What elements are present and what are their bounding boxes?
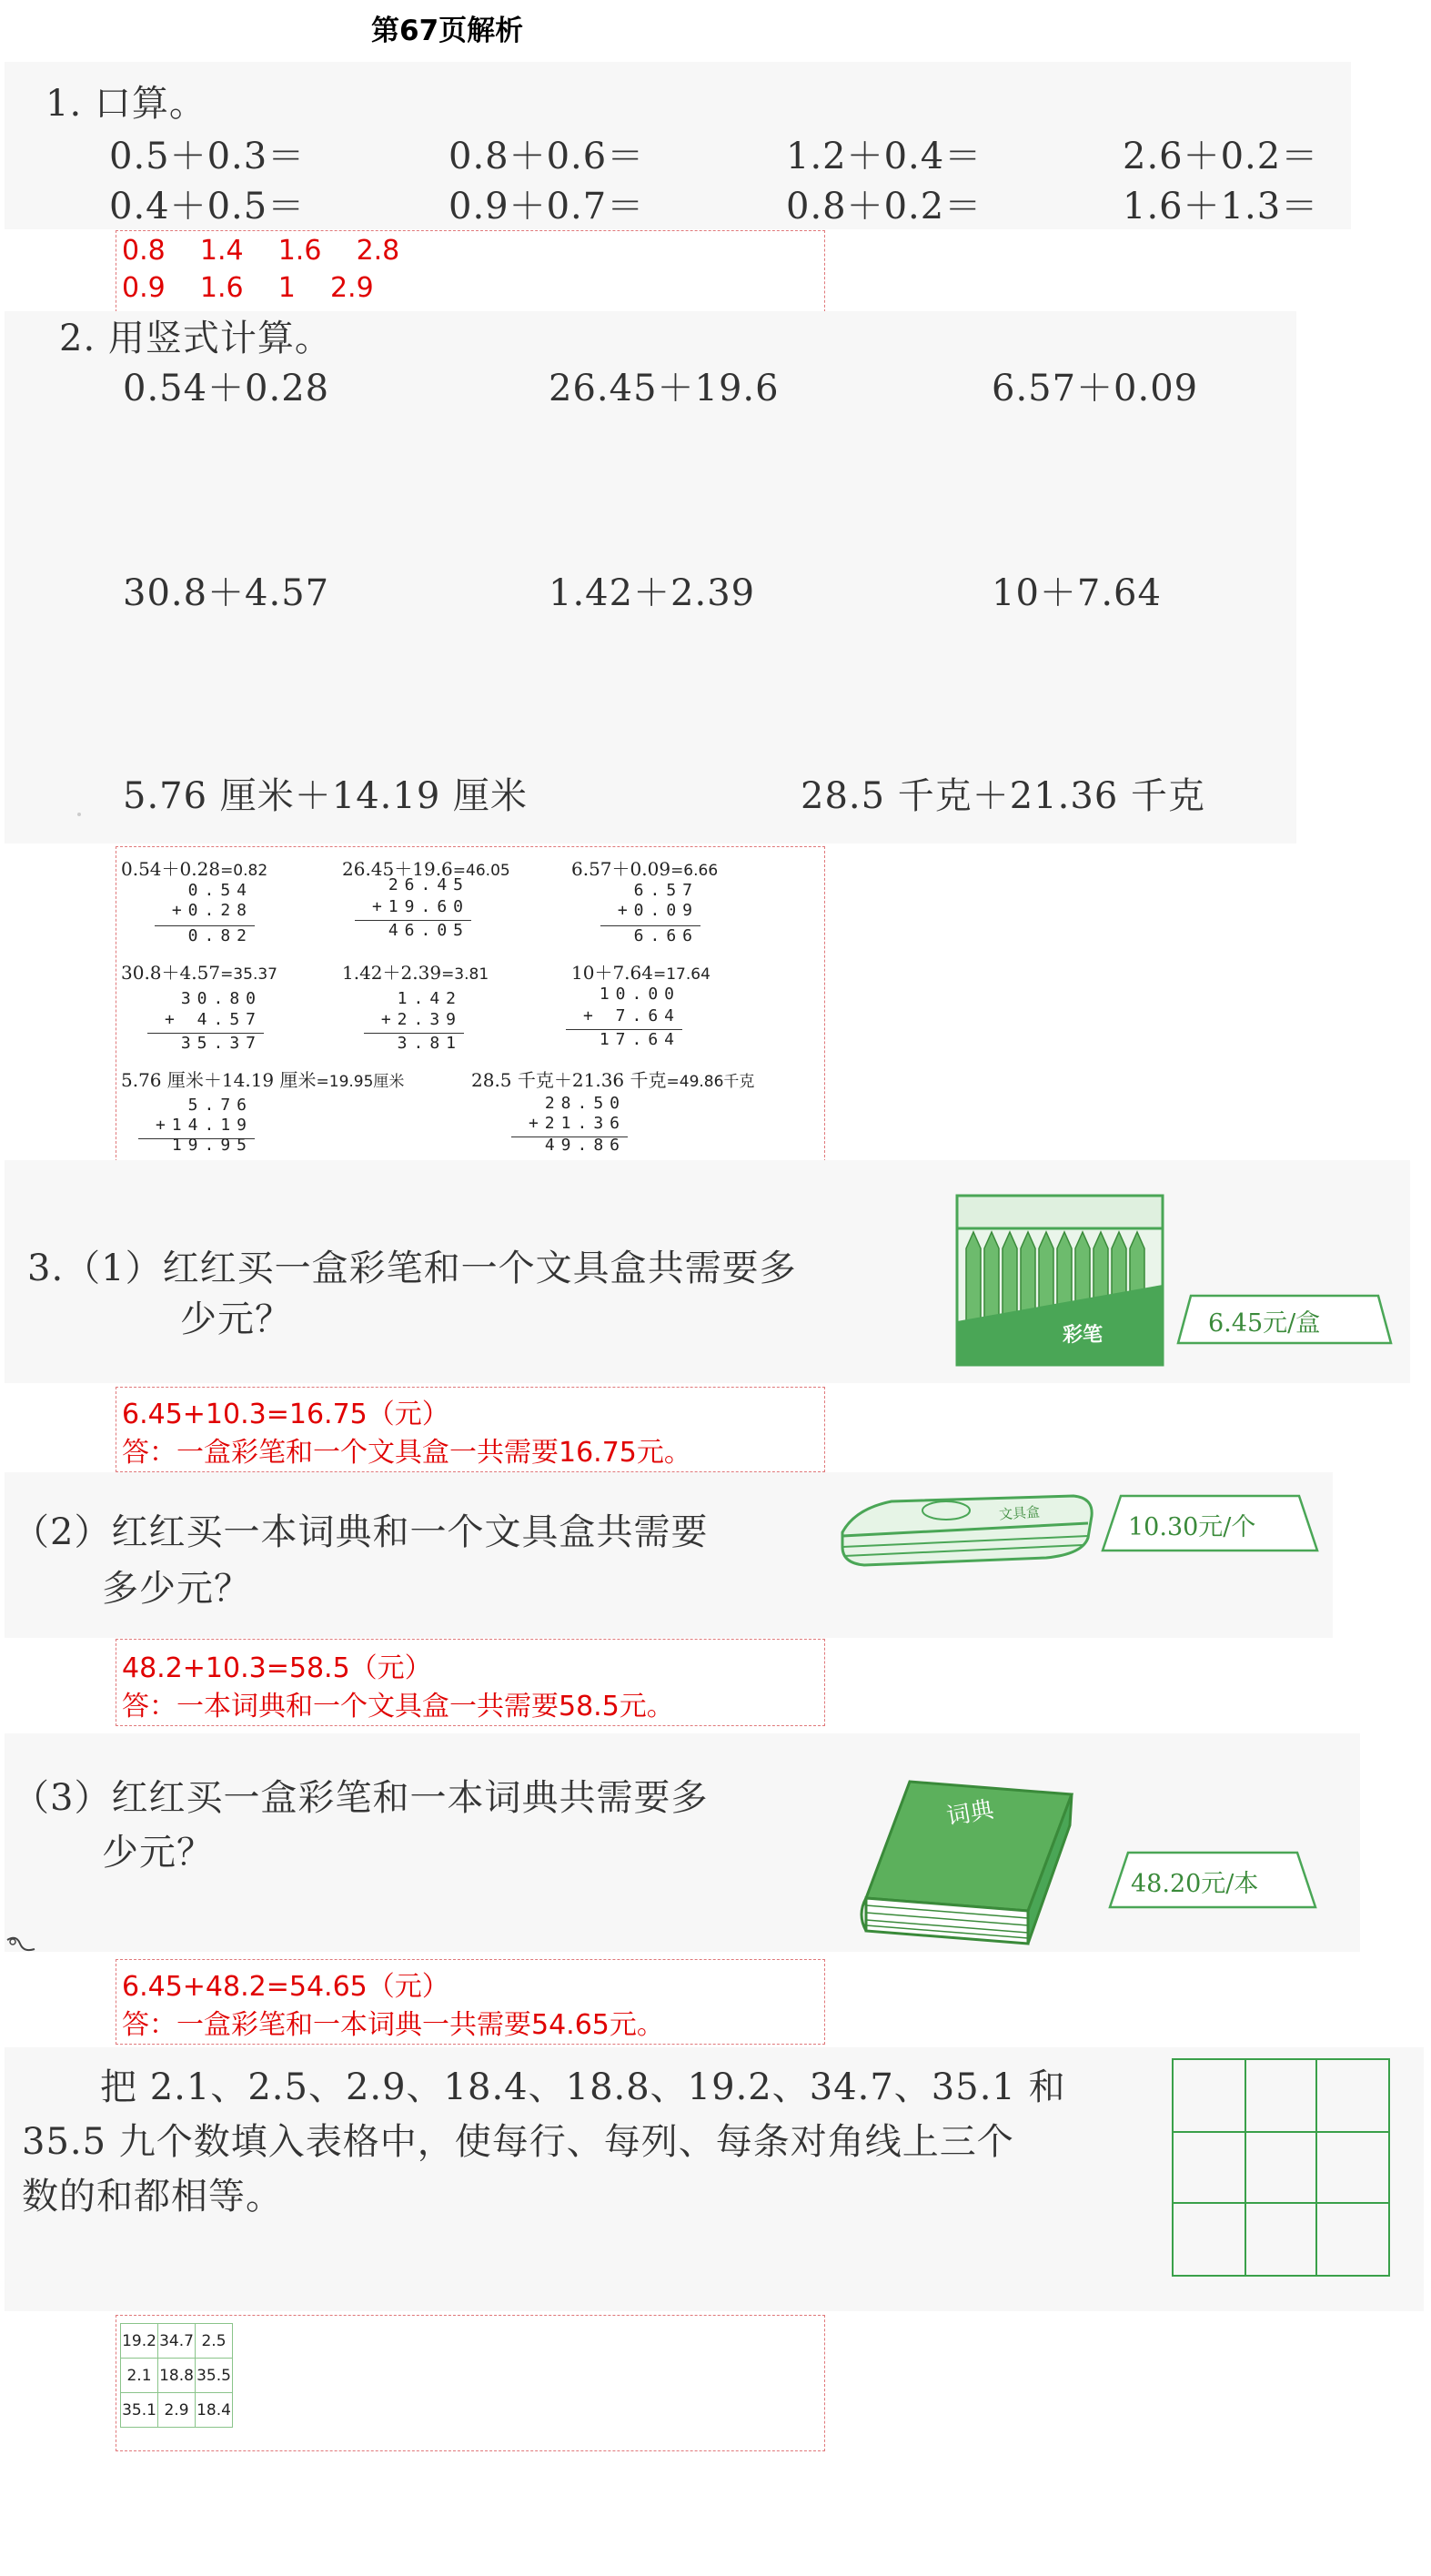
pencil-case-image (837, 1490, 1096, 1571)
q2-problem: 28.5 千克＋21.36 千克 (801, 775, 1206, 817)
grid-cell: 34.7 (158, 2324, 196, 2359)
answer-line: 6.45+10.3=16.75（元） (122, 1399, 449, 1430)
q1-answer-line: 0.9 1.6 1 2.9 (122, 272, 374, 304)
pencil-case-price: 10.30元/个 (1128, 1513, 1256, 1541)
answer-line: 答：一盒彩笔和一个文具盒一共需要16.75元。 (122, 1437, 691, 1469)
vertical-calc-expr: 28.5 千克＋21.36 千克=49.86千克 (471, 1069, 755, 1091)
q3-2-answer-box (116, 1639, 825, 1726)
pencil-case-label: 文具盒 (998, 1503, 1041, 1523)
answer-line: 答：一本词典和一个文具盒一共需要58.5元。 (122, 1691, 674, 1722)
vertical-calc-expr: 10＋7.64=17.64 (571, 962, 710, 984)
q3-2-text: 多少元？ (102, 1568, 251, 1610)
vertical-calc-expr: 5.76 厘米＋14.19 厘米=19.95厘米 (121, 1069, 405, 1091)
q2-answer-box (116, 846, 825, 1162)
calc-sum: 6.66 (633, 926, 699, 945)
answer-line: 答：一盒彩笔和一本词典一共需要54.65元。 (122, 2009, 664, 2041)
grid-cell: 18.4 (196, 2393, 233, 2428)
grid-cell: 35.5 (196, 2359, 233, 2393)
crayon-price: 6.45元/盒 (1208, 1309, 1321, 1338)
grid-cell: 2.5 (196, 2324, 233, 2359)
crayon-box-image (955, 1194, 1164, 1367)
calc-add: +2.39 (380, 1010, 462, 1029)
calc-top: 10.00 (599, 985, 680, 1004)
dictionary-image (855, 1774, 1073, 1947)
grid-cell: 2.9 (158, 2393, 196, 2428)
dictionary-label: 词典 (944, 1795, 996, 1832)
q1-item: 0.5＋0.3＝ (109, 136, 306, 177)
answer-line: 48.2+10.3=58.5（元） (122, 1652, 432, 1684)
calc-sum: 0.82 (187, 926, 253, 945)
vertical-calc-expr: 6.57＋0.09=6.66 (571, 858, 719, 880)
q2-problem: 0.54＋0.28 (123, 368, 330, 409)
calc-top: 28.50 (544, 1094, 626, 1113)
grid-cell: 35.1 (121, 2393, 158, 2428)
calc-top: 30.80 (180, 989, 262, 1008)
vertical-calc-expr: 30.8＋4.57=35.37 (121, 962, 277, 984)
calc-add: +0.28 (171, 901, 253, 920)
q4-text: 35.5 九个数填入表格中，使每行、每列、每条对角线上三个 (22, 2121, 1014, 2163)
vertical-calc-expr: 1.42＋2.39=3.81 (342, 962, 489, 984)
calc-add: +19.60 (371, 897, 469, 916)
calc-add: + 4.57 (164, 1010, 262, 1029)
grid-cell: 2.1 (121, 2359, 158, 2393)
calc-add: +0.09 (617, 901, 699, 920)
q3-3-answer-box (116, 1959, 825, 2045)
q1-answer-box (116, 230, 825, 312)
q1-item: 0.4＋0.5＝ (109, 186, 306, 227)
q3-1-text: 少元？ (180, 1298, 292, 1340)
magic-square-answer (120, 2323, 233, 2428)
q2-heading: 2. 用竖式计算。 (59, 318, 332, 359)
calc-top: 5.76 (187, 1096, 253, 1115)
doodle-icon (4, 1933, 40, 1960)
calc-sum: 17.64 (599, 1030, 680, 1049)
q2-problem: 5.76 厘米＋14.19 厘米 (123, 775, 529, 817)
q1-item: 0.8＋0.2＝ (786, 186, 983, 227)
calc-sum: 3.81 (397, 1034, 462, 1053)
q2-problem: 6.57＋0.09 (992, 368, 1199, 409)
q3-2-text: （2）红红买一本词典和一个文具盒共需要 (13, 1511, 709, 1553)
q3-3-text: （3）红红买一盒彩笔和一本词典共需要多 (13, 1777, 709, 1819)
dot-mark (77, 813, 81, 816)
calc-add: + 7.64 (582, 1006, 680, 1025)
q2-problem: 26.45＋19.6 (549, 368, 780, 409)
q1-item: 1.6＋1.3＝ (1123, 186, 1319, 227)
q3-1-text: 3.（1）红红买一盒彩笔和一个文具盒共需要多 (27, 1248, 797, 1289)
calc-top: 26.45 (388, 875, 469, 894)
answer-line: 6.45+48.2=54.65（元） (122, 1971, 449, 2003)
calc-top: 0.54 (187, 881, 253, 900)
calc-top: 6.57 (633, 881, 699, 900)
q1-item: 0.8＋0.6＝ (448, 136, 645, 177)
calc-top: 1.42 (397, 989, 462, 1008)
calc-sum: 49.86 (544, 1136, 626, 1155)
grid-cell: 18.8 (158, 2359, 196, 2393)
calc-sum: 46.05 (388, 921, 469, 940)
vertical-calc-expr: 26.45＋19.6=46.05 (342, 858, 510, 880)
calc-sum: 35.37 (180, 1034, 262, 1053)
magic-square-grid (1172, 2058, 1390, 2277)
q3-1-answer-box (116, 1387, 825, 1472)
q1-item: 1.2＋0.4＝ (786, 136, 983, 177)
q1-heading: 1. 口算。 (45, 83, 207, 125)
q4-text: 数的和都相等。 (22, 2176, 283, 2217)
q2-problem: 30.8＋4.57 (123, 572, 330, 614)
calc-sum: 19.95 (171, 1136, 253, 1155)
dictionary-price: 48.20元/本 (1131, 1870, 1259, 1898)
q4-text: 把 2.1、2.5、2.9、18.4、18.8、19.2、34.7、35.1 和 (100, 2066, 1066, 2108)
q3-3-text: 少元？ (102, 1832, 214, 1874)
q4-answer-box (116, 2315, 825, 2451)
grid-cell: 19.2 (121, 2324, 158, 2359)
q1-item: 2.6＋0.2＝ (1123, 136, 1319, 177)
page-title: 第67页解析 (371, 15, 524, 47)
calc-add: +21.36 (528, 1114, 626, 1133)
vertical-calc-expr: 0.54＋0.28=0.82 (121, 858, 268, 880)
q2-problem: 10＋7.64 (992, 572, 1162, 614)
q1-item: 0.9＋0.7＝ (448, 186, 645, 227)
q2-problem: 1.42＋2.39 (549, 572, 756, 614)
q1-answer-line: 0.8 1.4 1.6 2.8 (122, 235, 400, 267)
crayon-label: 彩笔 (1063, 1324, 1103, 1347)
calc-add: +14.19 (155, 1116, 253, 1135)
